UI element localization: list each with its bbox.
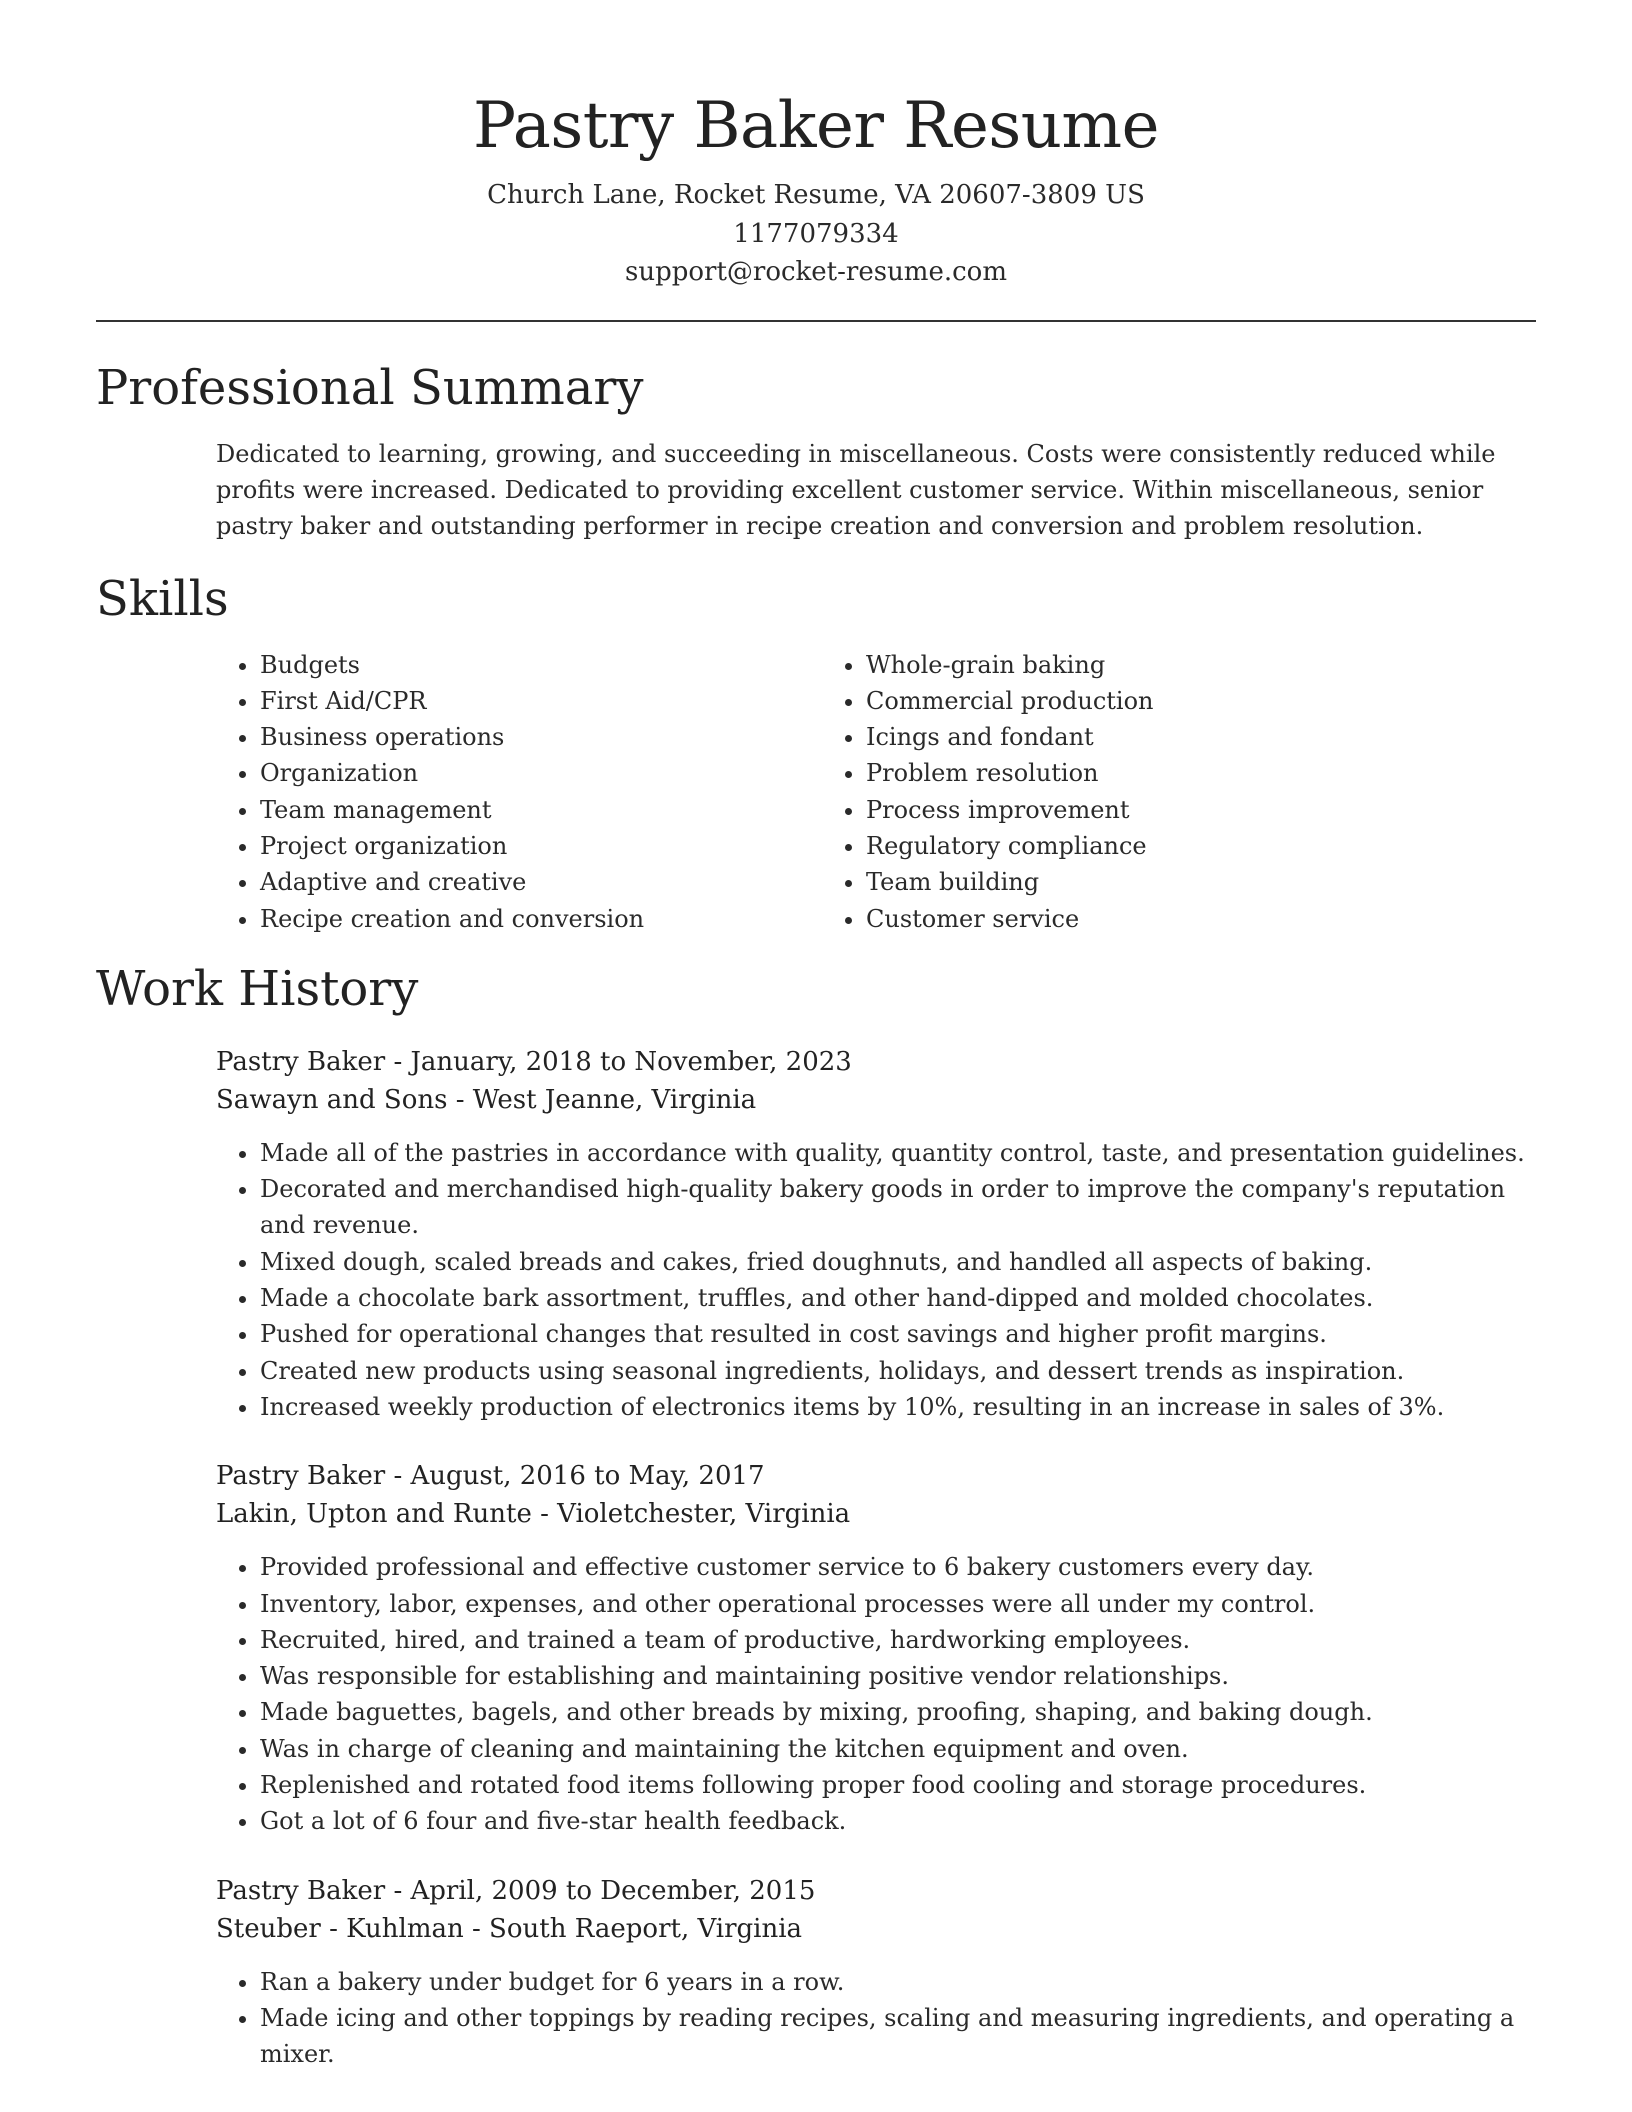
job-bullet: • Inventory, labor, expenses, and other operational processes were all under my control. <box>260 1586 1536 1622</box>
resume-page <box>96 0 1536 2073</box>
job-bullet: • Made all of the pastries in accordance with quality, quantity control, taste, and presentation guidelines. <box>260 1135 1536 1171</box>
resume-title: Pastry Baker Resume <box>473 89 1159 163</box>
job-bullet: • Was in charge of cleaning and maintaining the kitchen equipment and oven. <box>260 1731 1536 1767</box>
skill-item: • Regulatory compliance <box>866 828 1428 864</box>
job-bullet: • Was responsible for establishing and maintaining positive vendor relationships. <box>260 1658 1536 1694</box>
job-bullet: • Made a chocolate bark assortment, truffles, and other hand-dipped and molded chocolates. <box>260 1280 1536 1316</box>
job-bullet: • Ran a bakery under budget for 6 years in a row. <box>260 1964 1536 2000</box>
skill-item: • Business operations <box>260 719 822 755</box>
job-title-dates: Pastry Baker - January, 2018 to November, 2023 <box>216 1046 852 1077</box>
job-bullet: • Made baguettes, bagels, and other breads by mixing, proofing, shaping, and baking dough. <box>260 1694 1536 1730</box>
job-bullet: • Pushed for operational changes that resulted in cost savings and higher profit margins. <box>260 1316 1536 1352</box>
skill-item: • First Aid/CPR <box>260 683 822 719</box>
skill-item: • Customer service <box>866 901 1428 937</box>
skills-column-right <box>822 647 1428 937</box>
skill-item: • Team management <box>260 792 822 828</box>
skill-item: • Team building <box>866 864 1428 900</box>
phone: 1177079334 <box>733 218 899 249</box>
contact-block <box>96 176 1536 292</box>
job-bullet: • Made icing and other toppings by reading recipes, scaling and measuring ingredients, and operating a mixer. <box>260 2000 1536 2073</box>
job-company: Steuber - Kuhlman - South Raeport, Virginia <box>216 1913 803 1944</box>
job-bullet: • Decorated and merchandised high-quality bakery goods in order to improve the company's reputation and revenue. <box>260 1171 1536 1244</box>
skill-item: • Project organization <box>260 828 822 864</box>
summary-heading: Professional Summary <box>96 359 644 416</box>
header-divider <box>96 320 1536 322</box>
job-responsibilities <box>216 1135 1536 1425</box>
skill-item: • Icings and fondant <box>866 719 1428 755</box>
job-bullet: • Created new products using seasonal ingredients, holidays, and dessert trends as inspiration. <box>260 1353 1536 1389</box>
job-responsibilities <box>216 1964 1536 2073</box>
skills-list <box>216 647 1536 937</box>
job-company: Lakin, Upton and Runte - Violetchester, Virginia <box>216 1499 851 1530</box>
job-title-dates: Pastry Baker - August, 2016 to May, 2017 <box>216 1461 765 1492</box>
job-entry <box>216 1457 1536 1839</box>
address: Church Lane, Rocket Resume, VA 20607-3809 US <box>487 180 1145 210</box>
skill-item: • Budgets <box>260 647 822 683</box>
job-bullet: • Recruited, hired, and trained a team of productive, hardworking employees. <box>260 1622 1536 1658</box>
work-history-heading: Work History <box>96 960 419 1017</box>
skill-item: • Whole-grain baking <box>866 647 1428 683</box>
skills-column-left <box>216 647 822 937</box>
skill-item: • Recipe creation and conversion <box>260 901 822 937</box>
skill-item: • Adaptive and creative <box>260 864 822 900</box>
job-bullet: • Mixed dough, scaled breads and cakes, fried doughnuts, and handled all aspects of baking. <box>260 1244 1536 1280</box>
job-entry <box>216 1872 1536 2073</box>
skills-heading: Skills <box>96 570 229 627</box>
job-responsibilities <box>216 1549 1536 1839</box>
job-title-dates: Pastry Baker - April, 2009 to December, 2015 <box>216 1875 816 1906</box>
job-bullet: • Got a lot of 6 four and five-star health feedback. <box>260 1803 1536 1839</box>
job-bullet: • Replenished and rotated food items following proper food cooling and storage procedures. <box>260 1767 1536 1803</box>
job-company: Sawayn and Sons - West Jeanne, Virginia <box>216 1084 757 1115</box>
summary-text: Dedicated to learning, growing, and succeeding in miscellaneous. Costs were consistently reduced while profits were increased. Dedicated to providing excellent customer service. Within miscellaneous, senior pastry baker and outstanding performer in recipe creation and conversion and problem resolution. <box>216 439 1496 540</box>
job-bullet: • Provided professional and effective customer service to 6 bakery customers every day. <box>260 1549 1536 1585</box>
skill-item: • Process improvement <box>866 792 1428 828</box>
skill-item: • Problem resolution <box>866 755 1428 791</box>
skill-item: • Organization <box>260 755 822 791</box>
email: support@rocket-resume.com <box>624 257 1007 287</box>
job-entry <box>216 1043 1536 1425</box>
skill-item: • Commercial production <box>866 683 1428 719</box>
job-bullet: • Increased weekly production of electronics items by 10%, resulting in an increase in sales of 3%. <box>260 1389 1536 1425</box>
